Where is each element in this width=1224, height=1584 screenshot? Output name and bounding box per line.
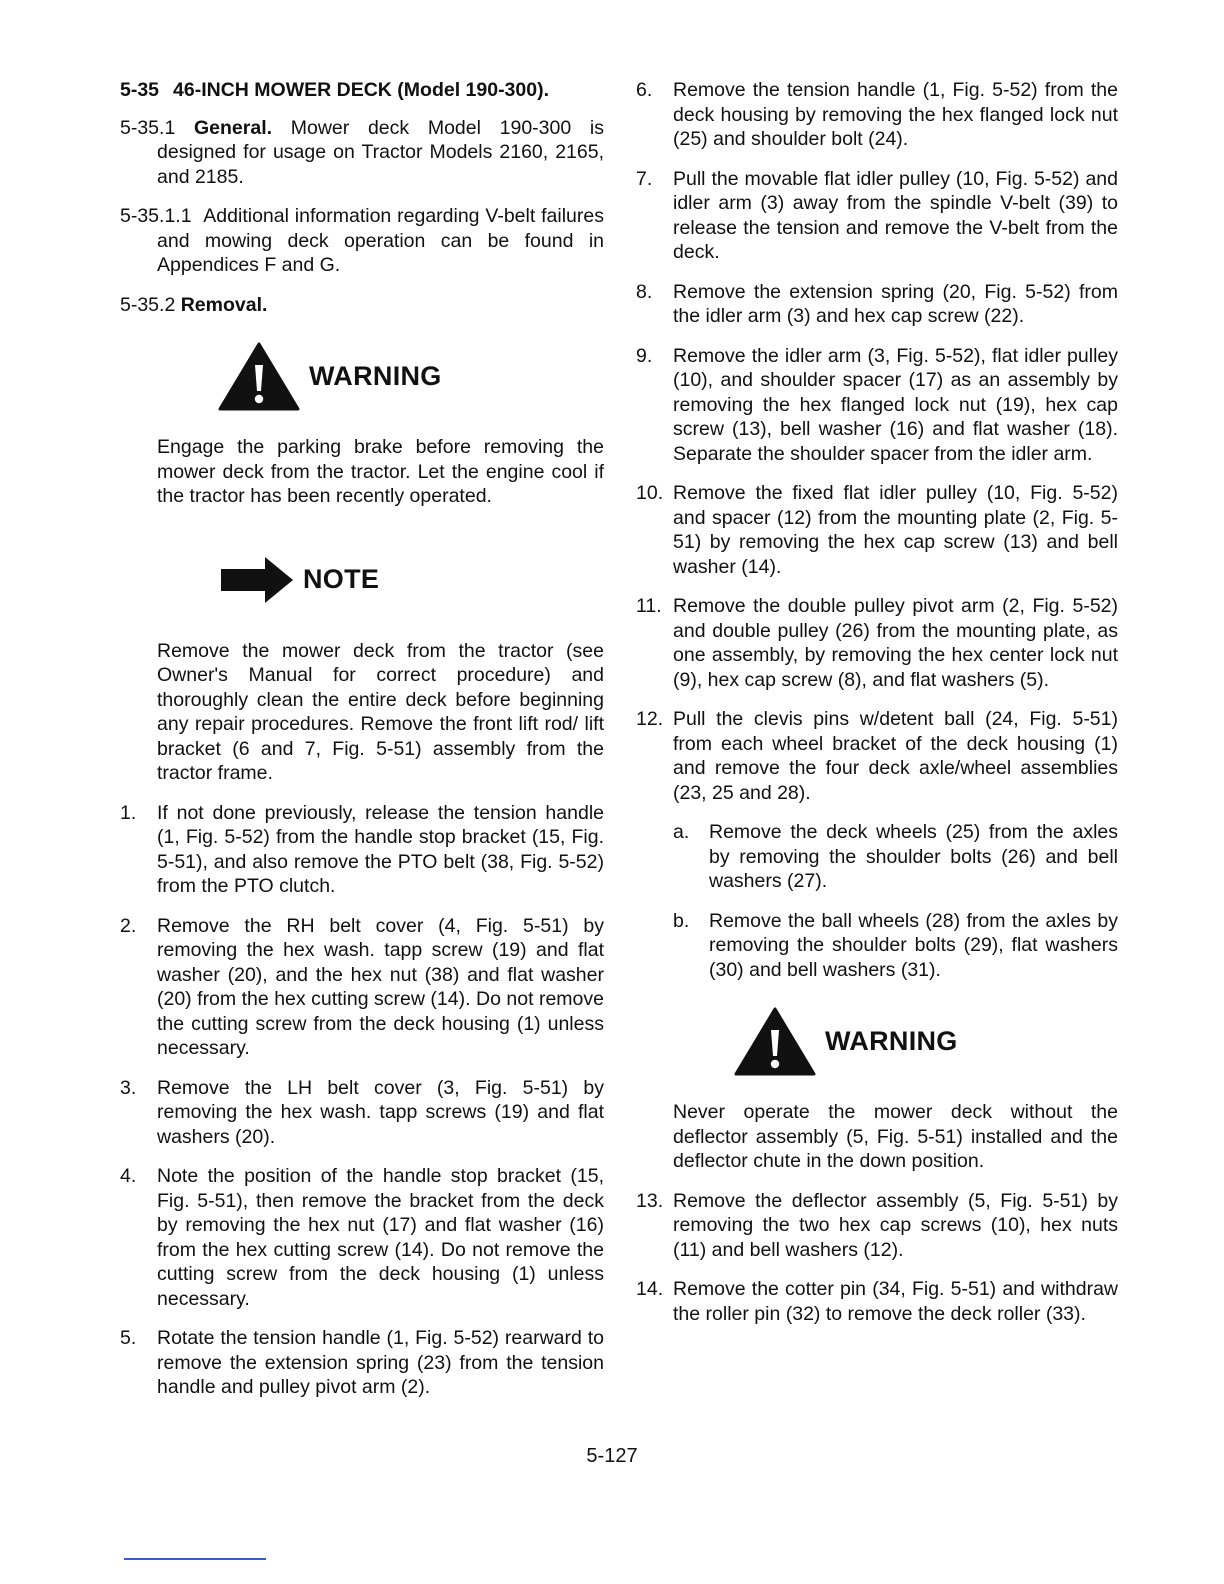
item-text: Remove the fixed flat idler pulley (10, Fig. 5-52) and spacer (12) from the mounting plate (2, Fig. 5-51) by removing the hex cap screw (13) and bell washer (14). — [673, 482, 1118, 578]
list-item — [636, 167, 1118, 265]
list-item — [120, 1076, 604, 1150]
footer-rule — [124, 1558, 266, 1560]
list-item — [120, 914, 604, 1061]
item-letter: a. — [673, 821, 690, 843]
warning-label: WARNING — [825, 1025, 958, 1056]
list-item — [636, 344, 1118, 467]
item-number: 3. — [120, 1076, 137, 1099]
list-item — [636, 481, 1118, 579]
item-text: Remove the RH belt cover (4, Fig. 5-51) by removing the hex wash. tapp screw (19) and flat washer (20), and the hex nut (38) and flat washer (20) from the hex cutting screw (14). Do not remove the cutting screw from the deck housing (1) unless necessary. — [157, 914, 604, 1059]
list-item — [636, 594, 1118, 692]
warning-text: Engage the parking brake before removing the mower deck from the tractor. Let the engine cool if the tractor has been recently operated. — [157, 436, 604, 507]
item-text: Remove the tension handle (1, Fig. 5-52) from the deck housing by removing the hex flanged lock nut (25) and shoulder bolt (24). — [673, 79, 1118, 150]
list-item — [636, 707, 1118, 805]
item-text: If not done previously, release the tension handle (1, Fig. 5-52) from the handle stop bracket (15, Fig. 5-51), and also remove the PTO belt (38, Fig. 5-52) from the PTO clutch. — [157, 801, 604, 897]
note-text: Remove the mower deck from the tractor (see Owner's Manual for correct procedure) and thoroughly clean the entire deck before beginning any repair procedures. Remove the front lift rod/ lift bracket (6 and 7, Fig. 5-51) assembly from the tractor frame. — [157, 639, 604, 784]
item-number: 14. — [636, 1278, 664, 1300]
note-label: NOTE — [303, 564, 380, 595]
list-item — [636, 1277, 1118, 1326]
item-text: Note the position of the handle stop bracket (15, Fig. 5-51), then remove the bracket from the deck by removing the hex nut (17) and flat washer (16) from the hex cutting screw (14). Do not remove the cutting screw from the deck housing (1) unless necessary. — [157, 1165, 604, 1310]
sub-list-item — [673, 820, 1118, 894]
item-text: Remove the idler arm (3, Fig. 5-52), flat idler pulley (10), and shoulder spacer (17) as an assembly by removing the hex flanged lock nut (19), hex cap screw (13), bell washer (16) and flat washer (18). Separate the shoulder spacer from the idler arm. — [673, 344, 1118, 465]
section-heading — [120, 78, 604, 103]
item-number: 11. — [636, 595, 662, 617]
item-text: Rotate the tension handle (1, Fig. 5-52) rearward to remove the extension spring (23) from the tension handle and pulley pivot arm (2). — [157, 1327, 604, 1398]
section-additional-info — [120, 204, 604, 278]
section-number: 5-35.1 — [120, 116, 176, 139]
warning-callout — [733, 1000, 1118, 1082]
item-text: Pull the movable flat idler pulley (10, Fig. 5-52) and idler arm (3) away from the spindle V-belt (39) to release the tension and remove the V-belt from the deck. — [673, 167, 1118, 263]
list-item — [120, 1164, 604, 1311]
right-column — [636, 78, 1118, 1341]
item-number: 5. — [120, 1327, 137, 1349]
warning-triangle-icon — [733, 1006, 817, 1076]
item-number: 7. — [636, 167, 653, 190]
item-text: Remove the deck wheels (25) from the axles by removing the shoulder bolts (26) and bell washers (27). — [709, 821, 1118, 892]
item-text: Remove the LH belt cover (3, Fig. 5-51) by removing the hex wash. tapp screws (19) and flat washers (20). — [157, 1076, 604, 1148]
heading-title: 46-INCH MOWER DECK (Model 190-300). — [173, 79, 550, 101]
item-number: 6. — [636, 79, 653, 101]
item-text: Remove the double pulley pivot arm (2, Fig. 5-52) and double pulley (26) from the mounting plate, as one assembly, by removing the hex center lock nut (9), hex cap screw (8), and flat washers (5). — [673, 595, 1118, 691]
list-item — [120, 1326, 604, 1400]
section-text: Mower deck Model 190-300 is designed for usage on Tractor Models 2160, 2165, and 2185. — [157, 116, 604, 188]
warning-callout — [217, 335, 604, 417]
section-title: Removal. — [180, 293, 268, 316]
list-item — [636, 280, 1118, 329]
note-callout — [217, 539, 604, 621]
item-number: 2. — [120, 914, 137, 937]
item-letter: b. — [673, 909, 690, 932]
section-general — [120, 116, 604, 190]
arrow-right-icon — [217, 555, 295, 605]
section-removal — [120, 293, 604, 318]
item-number: 8. — [636, 280, 653, 303]
item-number: 10. — [636, 482, 664, 504]
left-column — [120, 78, 604, 1415]
item-number: 12. — [636, 708, 664, 730]
item-number: 13. — [636, 1189, 664, 1212]
section-title: General. — [194, 116, 273, 139]
item-number: 9. — [636, 344, 653, 367]
section-number: 5-35.1.1 — [120, 205, 192, 227]
warning-text: Never operate the mower deck without the deflector assembly (5, Fig. 5-51) installed and the deflector chute in the down position. — [673, 1101, 1118, 1172]
list-item — [636, 78, 1118, 152]
heading-number: 5-35 — [120, 79, 160, 101]
item-number: 1. — [120, 801, 137, 824]
page-number: 5-127 — [586, 1445, 638, 1467]
warning-label: WARNING — [309, 360, 442, 391]
section-number: 5-35.2 — [120, 293, 176, 316]
item-text: Remove the cotter pin (34, Fig. 5-51) and withdraw the roller pin (32) to remove the deck roller (33). — [673, 1278, 1118, 1325]
item-text: Remove the ball wheels (28) from the axles by removing the shoulder bolts (29), flat washers (30) and bell washers (31). — [709, 909, 1118, 981]
item-text: Pull the clevis pins w/detent ball (24, Fig. 5-51) from each wheel bracket of the deck housing (1) and remove the four deck axle/wheel assemblies (23, 25 and 28). — [673, 708, 1118, 804]
list-item — [120, 801, 604, 899]
item-text: Remove the extension spring (20, Fig. 5-52) from the idler arm (3) and hex cap screw (22). — [673, 280, 1118, 327]
item-text: Remove the deflector assembly (5, Fig. 5-51) by removing the two hex cap screws (10), hex nuts (11) and bell washers (12). — [673, 1189, 1118, 1261]
warning-triangle-icon — [217, 341, 301, 411]
section-text: Additional information regarding V-belt failures and mowing deck operation can be found in Appendices F and G. — [157, 205, 604, 276]
item-number: 4. — [120, 1165, 137, 1187]
list-item — [636, 1189, 1118, 1263]
sub-list-item — [673, 909, 1118, 983]
